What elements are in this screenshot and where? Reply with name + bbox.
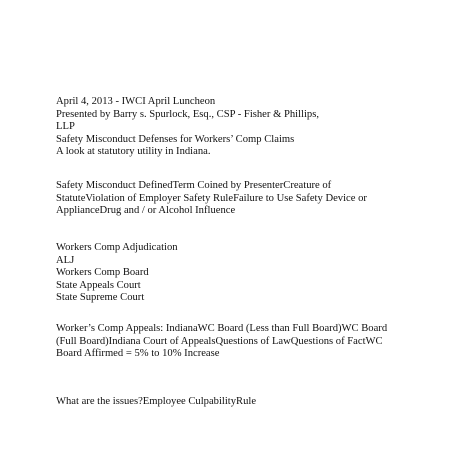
issues-paragraph bbox=[56, 396, 402, 409]
list-item: Workers Comp Adjudication bbox=[56, 242, 178, 253]
safety-misconduct-paragraph bbox=[56, 180, 402, 218]
adjudication-list bbox=[56, 242, 402, 305]
event-date-line: April 4, 2013 - IWCI April Luncheon bbox=[56, 96, 216, 107]
appeals-paragraph bbox=[56, 323, 402, 361]
list-item: State Appeals Court bbox=[56, 279, 141, 291]
presenter-line: Presented by Barry s. Spurlock, Esq., CSP - Fisher & Phillips, bbox=[56, 108, 319, 120]
paragraph-text: Worker’s Comp Appeals: IndianaWC Board (Less than Full Board)WC Board (Full Board)Indiana Court of AppealsQuestions of LawQuestions of FactWC Board Affirmed = 5% to 10% Increase bbox=[56, 323, 388, 360]
presentation-subtitle: A look at statutory utility in Indiana. bbox=[56, 146, 211, 158]
presentation-header bbox=[56, 96, 402, 159]
paragraph-text: What are the issues?Employee CulpabilityRule bbox=[56, 396, 257, 407]
list-item: Workers Comp Board bbox=[56, 267, 149, 279]
list-item: State Supreme Court bbox=[56, 292, 145, 304]
list-item: ALJ bbox=[56, 254, 75, 266]
presentation-title: Safety Misconduct Defenses for Workers’ Comp Claims bbox=[56, 133, 295, 145]
paragraph-text: Safety Misconduct DefinedTerm Coined by PresenterCreature of StatuteViolation of Employer Safety RuleFailure to Use Safety Device or ApplianceDrug and / or Alcohol Influence bbox=[56, 180, 367, 217]
presenter-firm-suffix: LLP bbox=[56, 121, 75, 133]
